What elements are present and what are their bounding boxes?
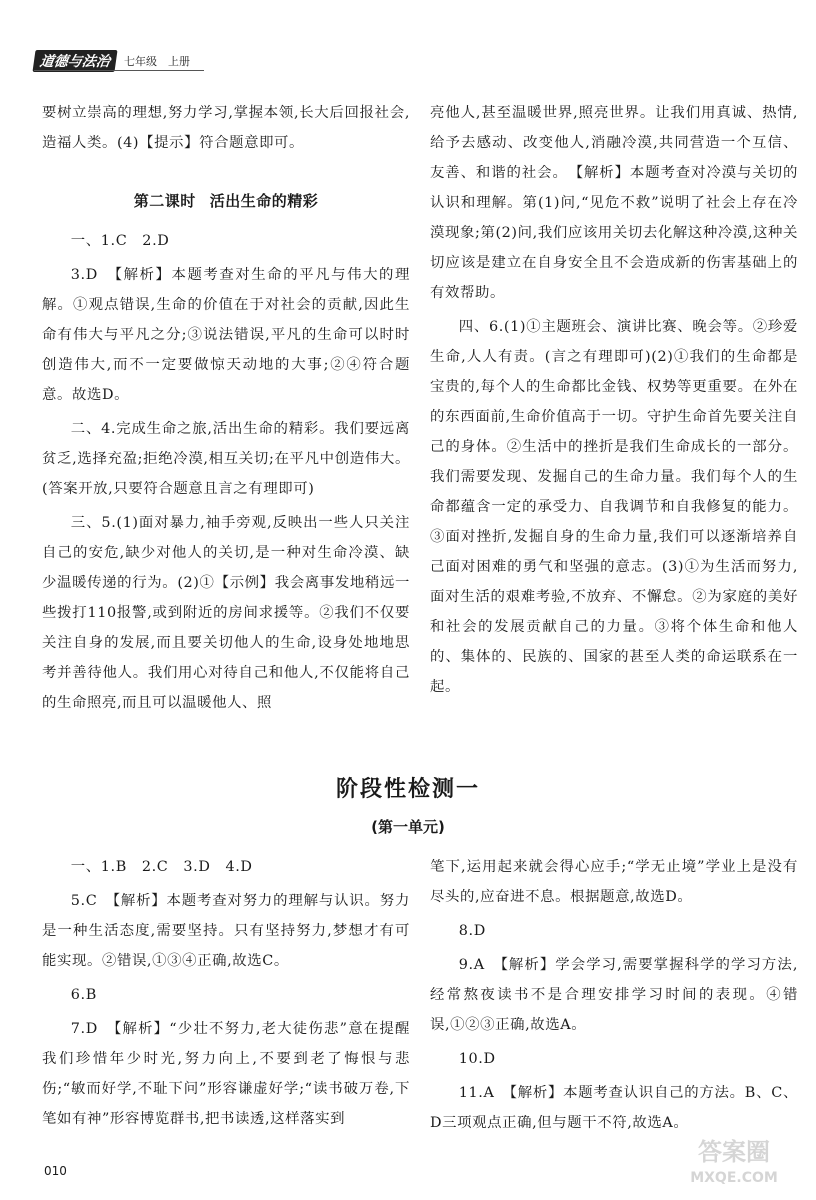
subject-logo: 道德与法治 (32, 50, 117, 72)
paragraph: 要树立崇高的理想,努力学习,掌握本领,长大后回报社会,造福人类。(4)【提示】符合题意即可。 (42, 105, 410, 151)
answer-paragraph: 亮他人,甚至温暖世界,照亮世界。让我们用真诚、热情,给予去感动、改变他人,消融冷漠,共同营造一个互信、友善、和谐的社会。 【解析】本题考查对冷漠与关切的认识和理解。第(1)问,“见危不救”说明了社会上存在冷漠现象;第(2)问,我们应该用关切去化解这种冷漠,这种关切应该是建立在自身安全且不会造成新的伤害基础上的有效帮助。 (430, 105, 798, 301)
watermark-logo (674, 1134, 794, 1190)
header-rule (34, 70, 204, 71)
answer-paragraph: 8.D (458, 923, 486, 939)
watermark-text: 答案圈 (698, 1138, 770, 1166)
lesson-number: 第二课时 (133, 192, 196, 210)
left-column-top (42, 98, 410, 718)
answer-paragraph: 二、4.完成生命之旅,活出生命的精彩。我们要远离贫乏,选择充盈;拒绝冷漠,相互关切;在平凡中创造伟大。(答案开放,只要符合题意且言之有理即可) (42, 421, 410, 497)
answer-paragraph: 7.D 【解析】“少壮不努力,老大徒伤悲”意在提醒我们珍惜年少时光,努力向上,不要到老了悔恨与悲伤;“敏而好学,不耻下问”形容谦虚好学;“读书破万卷,下笔如有神”形容博览群书,把书读透,这样落实到 (42, 1021, 410, 1127)
answer-paragraph: 9.A 【解析】学会学习,需要掌握科学的学习方法,经常熬夜读书不是合理安排学习时间的表现。④错误,①②③正确,故选A。 (430, 957, 798, 1033)
page-number: 010 (44, 1164, 67, 1178)
right-column-top (430, 98, 798, 702)
answer-paragraph: 11.A 【解析】本题考查认识自己的方法。B、C、D三项观点正确,但与题干不符,故选A。 (430, 1085, 798, 1131)
lesson-subtitle: 活出生命的精彩 (209, 192, 319, 210)
answer-paragraph: 10.D (458, 1051, 496, 1067)
left-column-bottom (42, 852, 410, 1134)
answer-paragraph: 一、1.B 2.C 3.D 4.D (70, 859, 253, 875)
answer-paragraph: 三、5.(1)面对暴力,袖手旁观,反映出一些人只关注自己的安危,缺少对他人的关切,是一种对生命冷漠、缺少温暖传递的行为。(2)①【示例】我会离事发地稍远一些拨打110报警,或到附近的房间求援等。②我们不仅要关注自身的发展,而且要关切他人的生命,设身处地地思考并善待他人。我们用心对待自己和他人,不仅能将自己的生命照亮,而且可以温暖他人、照 (42, 515, 410, 711)
section-subtitle: (第一单元) (371, 818, 445, 836)
answer-paragraph: 一、1.C 2.D (70, 233, 170, 249)
watermark-url: MXQE.COM (690, 1170, 778, 1186)
right-column-bottom (430, 852, 798, 1138)
answer-paragraph: 5.C 【解析】本题考查对努力的理解与认识。努力是一种生活态度,需要坚持。只有坚持努力,梦想才有可能实现。②错误,①③④正确,故选C。 (42, 893, 410, 969)
lesson-title (42, 186, 410, 216)
answer-paragraph: 6.B (70, 987, 97, 1003)
answer-paragraph: 笔下,运用起来就会得心应手;“学无止境”学业上是没有尽头的,应奋进不息。根据题意,故选D。 (430, 859, 798, 905)
answer-paragraph: 四、6.(1)①主题班会、演讲比赛、晚会等。②珍爱生命,人人有责。(言之有理即可)(2)①我们的生命都是宝贵的,每个人的生命都比金钱、权势等更重要。在外在的东西面前,生命价值高于一切。守护生命首先要关注自己的身体。②生活中的挫折是我们生命成长的一部分。我们需要发现、发掘自己的生命力量。我们每个人的生命都蕴含一定的承受力、自我调节和自我修复的能力。③面对挫折,发掘自身的生命力量,我们可以逐渐培养自己面对困难的勇气和坚强的意志。(3)①为生活而努力,面对生活的艰难考验,不放弃、不懈怠。②为家庭的美好和社会的发展贡献自己的力量。③将个体生命和他人的、集体的、民族的、国家的甚至人类的命运联系在一起。 (430, 319, 798, 695)
grade-label: 七年级 上册 (124, 55, 190, 68)
section-title: 阶段性检测一 (335, 777, 480, 802)
answer-paragraph: 3.D 【解析】本题考查对生命的平凡与伟大的理解。①观点错误,生命的价值在于对社会的贡献,因此生命有伟大与平凡之分;③说法错误,平凡的生命可以时时创造伟大,而不一定要做惊天动地的大事;②④符合题意。故选D。 (42, 267, 410, 403)
page-header (34, 50, 190, 72)
